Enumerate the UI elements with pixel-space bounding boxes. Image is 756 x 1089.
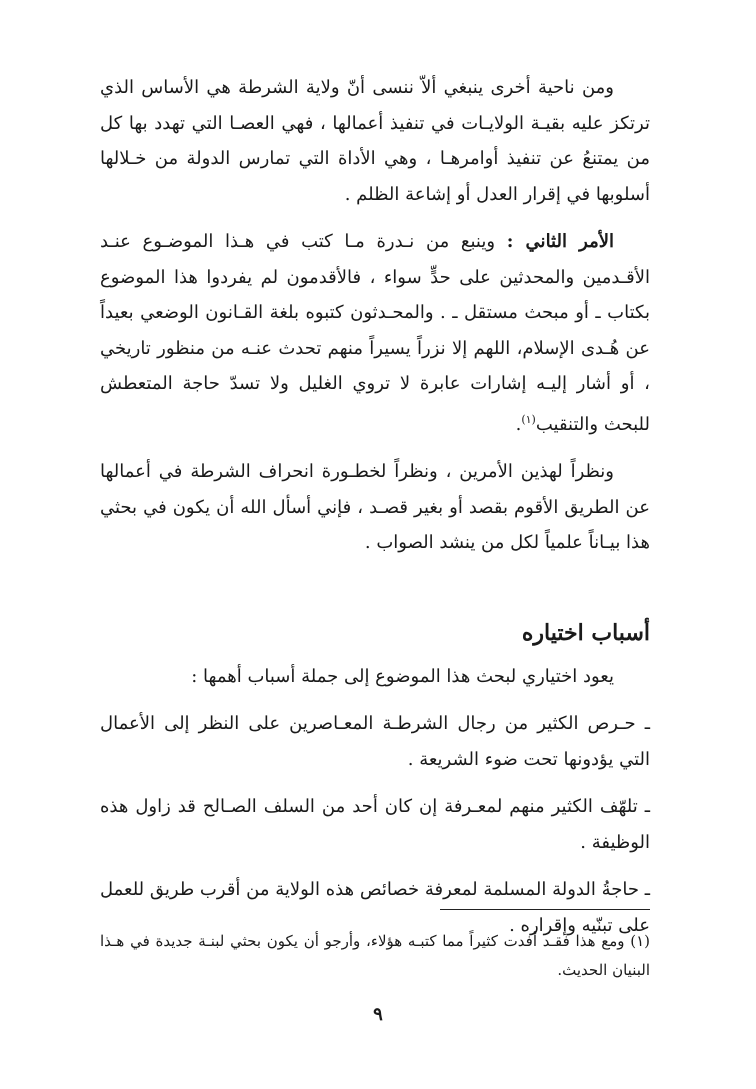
footnote: (١) ومع هذا فقـد أفدت كثيراً مما كتبـه هؤلاء، وأرجو أن يكون بحثي لبنـة جديدة في هـذا البنيان الحديث. (100, 932, 650, 979)
footnote-marker[interactable]: (١) (521, 412, 536, 426)
reasons-list (100, 706, 650, 943)
paragraph-second-matter (100, 224, 650, 442)
list-item: ـ تلهّف الكثير منهم لمعـرفة إن كان أحد من السلف الصـالح قد زاول هذه الوظيفة . (100, 796, 650, 853)
list-item: ـ حـرص الكثير من رجال الشرطـة المعـاصرين على النظر إلى الأعمال التي يؤدونها تحت ضوء الشريعة . (100, 713, 650, 770)
second-matter-end: . (515, 413, 522, 435)
second-matter-lead: الأمر الثاني : (506, 231, 614, 252)
reasons-intro: يعود اختياري لبحث هذا الموضوع إلى جملة أسباب أهمها : (191, 665, 614, 687)
list-item: ـ حاجةُ الدولة المسلمة لمعرفة خصائص هذه الولاية من أقرب طريق للعمل على تبنّيه وإقراره . (100, 879, 650, 936)
paragraph-conclusion: ونظراً لهذين الأمرين ، ونظراً لخطـورة انحراف الشرطة في أعمالها عن الطريق الأقوم بقصد أو بغير قصـد ، فإني أسأل الله أن يكون في بحثي هذا بيـاناً علمياً لكل من ينشد الصواب . (100, 461, 650, 553)
section-heading: أسباب اختياره (521, 619, 650, 646)
paragraph-police-foundation: ومن ناحية أخرى ينبغي ألاّ ننسى أنّ ولاية الشرطة هي الأساس الذي ترتكز عليه بقيـة الولايـات في تنفيذ أعمالها ، فهي العصـا التي تهدد بها كل من يمتنعُ عن تنفيذ أوامرهـا ، وهي الأداة التي تمارس الدولة من خـلالها أسلوبها في إقرار العدل أو إشاعة الظلم . (100, 77, 650, 205)
footnote-divider (440, 909, 650, 910)
page-number: ٩ (373, 1004, 383, 1025)
second-matter-text: وينبع من نـدرة مـا كتب في هـذا الموضـوع عنـد الأقـدمين والمحدثين على حدٍّ سواء ، فالأقدمون لم يفردوا هذا الموضوع بكتاب ـ أو مبحث مستقل ـ . والمحـدثون كتبوه بلغة القـانون الوضعي بعيداً عن هُـدى الإسلام، اللهم إلا نزراً يسيراً منهم تحدث عنـه من منظور تاريخي ، أو أشار إليـه إشارات عابرة لا تروي الغليل ولا تسدّ حاجة المتعطش للبحث والتنقيب (100, 231, 650, 435)
